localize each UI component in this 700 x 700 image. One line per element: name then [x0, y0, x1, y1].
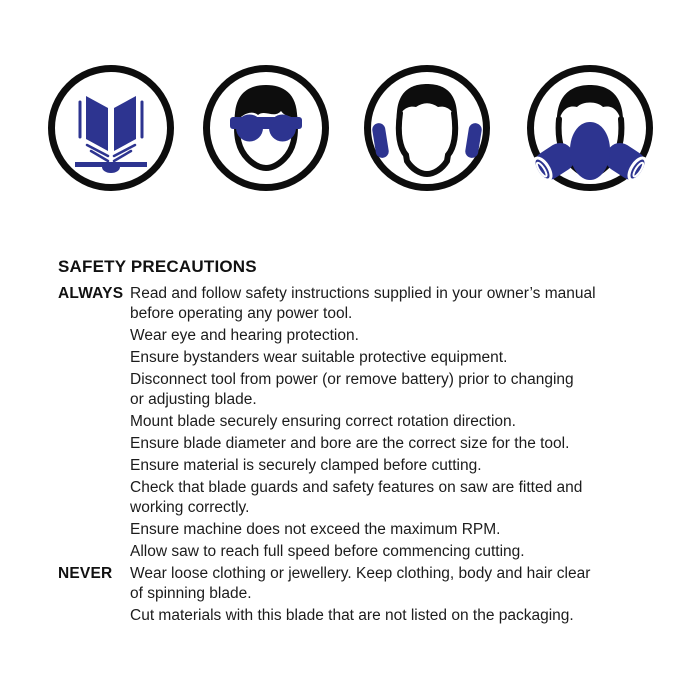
precaution-line: before operating any power tool.	[130, 305, 353, 322]
hearing-protection-icon	[361, 62, 493, 194]
precaution-item	[130, 434, 643, 454]
section-label-spacer	[58, 348, 130, 370]
precaution-item	[130, 348, 643, 368]
precaution-item	[130, 564, 643, 604]
precaution-line: Wear eye and hearing protection.	[130, 327, 359, 344]
page-title: SAFETY PRECAUTIONS	[58, 257, 257, 276]
precaution-line: working correctly.	[130, 499, 250, 516]
precaution-line: of spinning blade.	[130, 585, 252, 602]
respirator-icon	[524, 62, 656, 194]
section-label-spacer	[58, 434, 130, 456]
section-label-spacer	[58, 412, 130, 434]
precautions-list	[58, 284, 643, 628]
section-label-always: ALWAYS	[58, 285, 124, 302]
section-label-spacer	[58, 478, 130, 520]
section-label-spacer	[58, 370, 130, 412]
precaution-line: or adjusting blade.	[130, 391, 257, 408]
precaution-item	[130, 478, 643, 518]
precaution-line: Mount blade securely ensuring correct rotation direction.	[130, 413, 516, 430]
precaution-line: Read and follow safety instructions supplied in your owner’s manual	[130, 285, 596, 302]
section-label-spacer	[58, 520, 130, 542]
precaution-line: Ensure material is securely clamped before cutting.	[130, 457, 482, 474]
precaution-item	[130, 284, 643, 324]
precautions-text-block	[58, 256, 643, 628]
precaution-line: Wear loose clothing or jewellery. Keep clothing, body and hair clear	[130, 565, 591, 582]
owners-manual-icon	[45, 62, 177, 194]
precaution-item	[130, 520, 643, 540]
safety-icon-row	[0, 62, 700, 194]
section-label-spacer	[58, 542, 130, 564]
section-label-spacer	[58, 456, 130, 478]
precaution-item	[130, 456, 643, 476]
eye-protection-icon	[200, 62, 332, 194]
precaution-item	[130, 412, 643, 432]
section-label-spacer	[58, 606, 130, 628]
precaution-line: Disconnect tool from power (or remove battery) prior to changing	[130, 371, 574, 388]
precaution-item	[130, 370, 643, 410]
precaution-item	[130, 542, 643, 562]
precaution-line: Check that blade guards and safety features on saw are fitted and	[130, 479, 583, 496]
precaution-item	[130, 326, 643, 346]
precaution-line: Ensure bystanders wear suitable protective equipment.	[130, 349, 508, 366]
section-label-never: NEVER	[58, 565, 113, 582]
precaution-item	[130, 606, 643, 626]
precaution-line: Ensure blade diameter and bore are the correct size for the tool.	[130, 435, 570, 452]
precaution-line: Cut materials with this blade that are not listed on the packaging.	[130, 607, 574, 624]
section-label-spacer	[58, 326, 130, 348]
precaution-line: Ensure machine does not exceed the maximum RPM.	[130, 521, 501, 538]
precaution-line: Allow saw to reach full speed before commencing cutting.	[130, 543, 525, 560]
